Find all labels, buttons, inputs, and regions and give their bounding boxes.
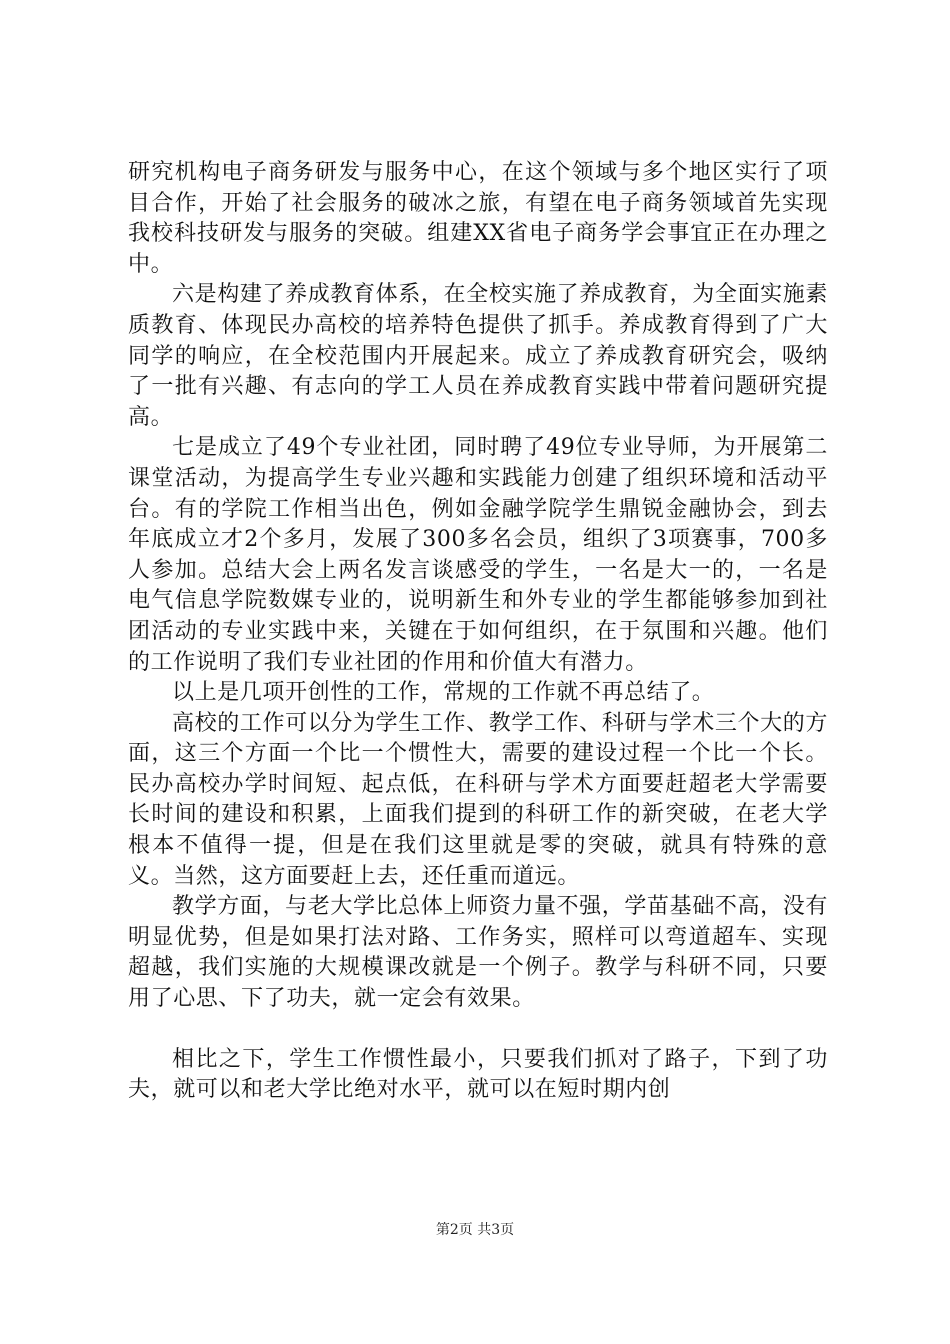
page-footer: 第2页 共3页: [435, 1222, 515, 1238]
paragraph-six: 六是构建了养成教育体系，在全校实施了养成教育，为全面实施素质教育、体现民办高校的培养特色提供了抓手。养成教育得到了广大同学的响应，在全校范围内开展起来。成立了养成教育研究会，吸纳了一批有兴趣、有志向的学工人员在养成教育实践中带着问题研究提高。: [128, 282, 828, 430]
paragraph-university-work: 高校的工作可以分为学生工作、教学工作、科研与学术三个大的方面，这三个方面一个比一个惯性大，需要的建设过程一个比一个长。民办高校办学时间短、起点低，在科研与学术方面要赶超老大学需要长时间的建设和积累，上面我们提到的科研工作的新突破，在老大学根本不值得一提，但是在我们这里就是零的突破，就具有特殊的意义。当然，这方面要赶上去，还任重而道远。: [128, 710, 828, 889]
paragraph-summary: 以上是几项开创性的工作，常规的工作就不再总结了。: [172, 680, 715, 706]
paragraph-student-work: 相比之下，学生工作惯性最小，只要我们抓对了路子，下到了功夫，就可以和老大学比绝对水平，就可以在短时期内创: [128, 1046, 828, 1103]
paragraph-continued: 研究机构电子商务研发与服务中心，在这个领域与多个地区实行了项目合作，开始了社会服务的破冰之旅，有望在电子商务领域首先实现我校科技研发与服务的突破。组建XX省电子商务学会事宜正在办理之中。: [128, 160, 828, 277]
paragraph-teaching: 教学方面，与老大学比总体上师资力量不强，学苗基础不高，没有明显优势，但是如果打法对路、工作务实，照样可以弯道超车、实现超越，我们实施的大规模课改就是一个例子。教学与科研不同，只要用了心思、下了功夫，就一定会有效果。: [128, 894, 828, 1012]
document-body: [128, 158, 828, 1106]
paragraph-seven: 七是成立了49个专业社团，同时聘了49位专业导师，为开展第二课堂活动，为提高学生专业兴趣和实践能力创建了组织环境和活动平台。有的学院工作相当出色，例如金融学院学生鼎锐金融协会，到去年底成立才2个多月，发展了300多名会员，组织了3项赛事，700多人参加。总结大会上两名发言谈感受的学生，一名是大一的，一名是电气信息学院数媒专业的，说明新生和外专业的学生都能够参加到社团活动的专业实践中来，关键在于如何组织，在于氛围和兴趣。他们的工作说明了我们专业社团的作用和价值大有潜力。: [128, 435, 828, 675]
